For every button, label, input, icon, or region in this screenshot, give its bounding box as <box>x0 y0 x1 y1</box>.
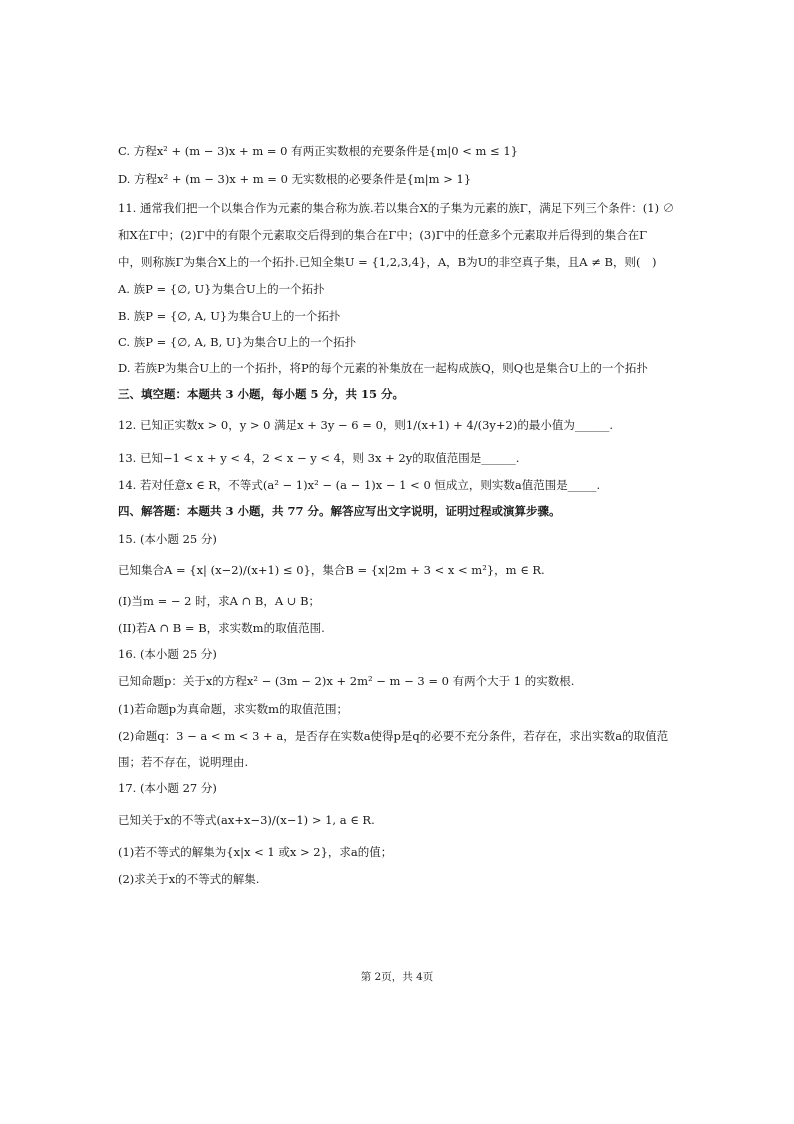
question-11-line-1: 11. 通常我们把一个以集合作为元素的集合称为族.若以集合X的子集为元素的族Γ，满足下列三个条件：(1) ∅ <box>118 201 675 215</box>
question-16-part-1: (1)若命题p为真命题，求实数m的取值范围； <box>118 702 349 716</box>
question-17-part-1: (1)若不等式的解集为{x|x < 1 或x > 2}，求a的值； <box>118 845 393 859</box>
section-4-heading: 四、解答题：本题共 3 小题，共 77 分。解答应写出文字说明，证明过程或演算步骤。 <box>118 504 561 518</box>
question-16-title: 16. (本小题 25 分) <box>118 647 217 661</box>
option-d-q11: D. 若族P为集合U上的一个拓扑，将P的每个元素的补集放在一起构成族Q，则Q也是集合U上的一个拓扑 <box>118 361 648 375</box>
question-13: 13. 已知−1 < x + y < 4，2 < x − y < 4，则 3x + 2y的取值范围是______. <box>118 451 520 465</box>
option-d-q10: D. 方程x² + (m − 3)x + m = 0 无实数根的必要条件是{m|m > 1} <box>118 172 472 186</box>
question-14: 14. 若对任意x ∈ R，不等式(a² − 1)x² − (a − 1)x − 1 < 0 恒成立，则实数a值范围是_____. <box>118 478 601 492</box>
question-16-stem: 已知命题p：关于x的方程x² − (3m − 2)x + 2m² − m − 3 = 0 有两个大于 1 的实数根. <box>118 674 575 688</box>
question-17-stem: 已知关于x的不等式(ax+x−3)/(x−1) > 1, a ∈ R. <box>118 813 375 827</box>
question-16-part-2-line-2: 围；若不存在，说明理由. <box>118 755 249 769</box>
section-3-heading: 三、填空题：本题共 3 小题，每小题 5 分，共 15 分。 <box>118 387 405 401</box>
question-11-line-3: 中，则称族Γ为集合X上的一个拓扑.已知全集U = {1,2,3,4}，A，B为U的非空真子集，且A ≠ B，则( ) <box>118 255 657 269</box>
question-17-title: 17. (本小题 27 分) <box>118 781 217 795</box>
option-b-q11: B. 族P = {∅, A, U}为集合U上的一个拓扑 <box>118 309 341 323</box>
question-16-part-2-line-1: (2)命题q：3 − a < m < 3 + a，是否存在实数a使得p是q的必要不充分条件，若存在，求出实数a的取值范 <box>118 729 669 743</box>
question-15-title: 15. (本小题 25 分) <box>118 532 217 546</box>
question-11-line-2: 和X在Γ中；(2)Γ中的有限个元素取交后得到的集合在Γ中；(3)Γ中的任意多个元素取并后得到的集合在Γ <box>118 228 648 242</box>
question-15-part-2: (II)若A ∩ B = B，求实数m的取值范围. <box>118 621 325 635</box>
question-12: 12. 已知正实数x > 0，y > 0 满足x + 3y − 6 = 0，则1/(x+1) + 4/(3y+2)的最小值为______. <box>118 418 614 432</box>
option-c-q10: C. 方程x² + (m − 3)x + m = 0 有两正实数根的充要条件是{m|0 < m ≤ 1} <box>118 144 518 158</box>
option-a-q11: A. 族P = {∅, U}为集合U上的一个拓扑 <box>118 282 325 296</box>
page-footer: 第 2页，共 4页 <box>360 971 434 983</box>
option-c-q11: C. 族P = {∅, A, B, U}为集合U上的一个拓扑 <box>118 335 357 349</box>
question-15-part-1: (I)当m = − 2 时，求A ∩ B，A ∪ B； <box>118 594 321 608</box>
question-17-part-2: (2)求关于x的不等式的解集. <box>118 872 260 886</box>
question-15-stem: 已知集合A = {x| (x−2)/(x+1) ≤ 0}，集合B = {x|2m + 3 < x < m²}，m ∈ R. <box>118 563 545 577</box>
